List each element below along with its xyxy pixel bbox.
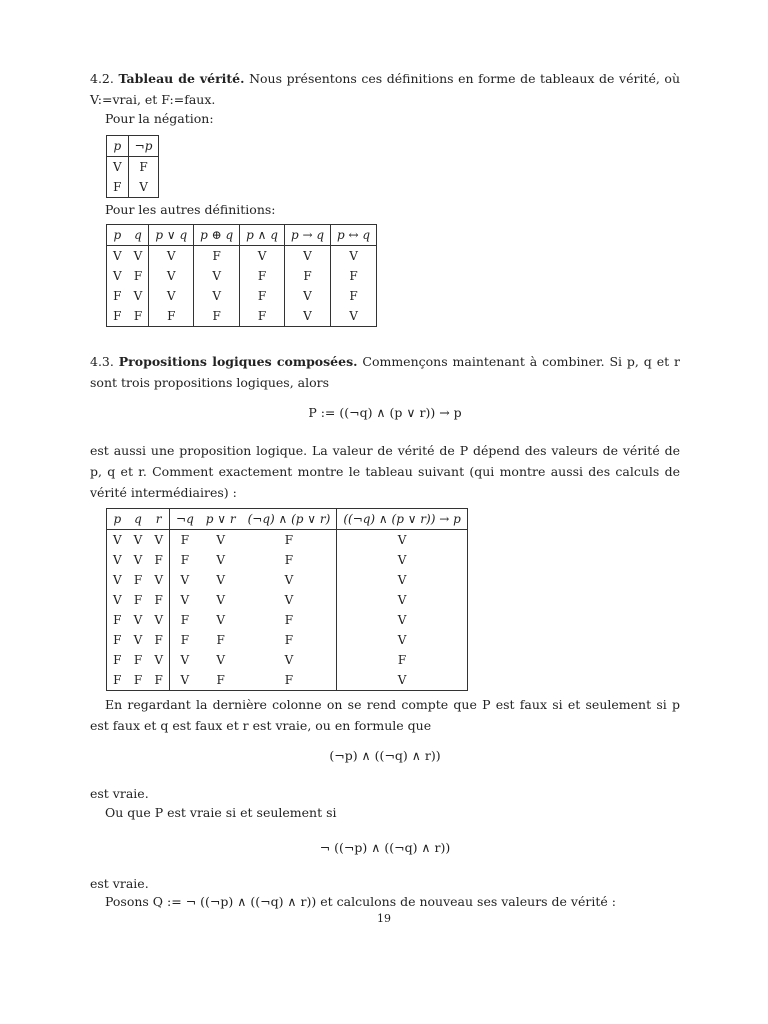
table-cell: V	[180, 573, 190, 587]
table-cell: F	[242, 530, 337, 551]
table-cell: F	[133, 673, 143, 687]
table-header-cell: p ∨ r	[205, 512, 236, 526]
table-header-cell: (¬q) ∧ (p ∨ r)	[242, 509, 337, 530]
table-cell: V	[216, 573, 226, 587]
table-cell: V	[107, 157, 129, 178]
table-cell: V	[397, 553, 407, 567]
table-cell: F	[240, 306, 285, 327]
table-cell: F	[397, 653, 407, 667]
table-cell: F	[242, 550, 337, 570]
table-cell: V	[242, 590, 337, 610]
table-row	[107, 286, 377, 306]
table-cell: F	[128, 306, 149, 327]
section-title: Tableau de vérité.	[118, 71, 245, 86]
table-cell: F	[113, 633, 122, 647]
table-cell: F	[216, 633, 225, 647]
table-cell: F	[180, 553, 190, 567]
section-number: 4.3.	[90, 354, 114, 369]
table-header-cell: p	[113, 228, 122, 242]
table-cell: F	[128, 266, 149, 286]
table-cell: V	[139, 180, 148, 194]
table-cell: F	[133, 573, 143, 587]
table-cell: F	[180, 613, 190, 627]
table-cell: V	[180, 593, 190, 607]
others-label: Pour les autres définitions:	[105, 202, 276, 217]
negation-label: Pour la négation:	[105, 111, 214, 126]
table-cell: F	[194, 246, 240, 267]
table-cell: V	[128, 246, 149, 267]
table-header-cell: p	[107, 136, 129, 157]
table-cell: V	[397, 673, 407, 687]
table-cell: V	[113, 249, 122, 263]
table-header-cell: p ↔ q	[337, 228, 371, 242]
formula-P: P := ((¬q) ∧ (p ∨ r)) → p	[308, 405, 462, 420]
section-4-2-paragraph	[90, 68, 680, 110]
table-header-cell: r	[148, 509, 169, 530]
composed-truth-table	[106, 508, 468, 691]
table-cell: F	[113, 673, 122, 687]
table-cell: F	[113, 289, 122, 303]
negation-truth-table	[106, 135, 159, 198]
table-row	[107, 610, 468, 630]
table-cell: F	[107, 177, 129, 198]
table-cell: V	[148, 610, 169, 630]
table-row	[107, 157, 159, 178]
table-row	[107, 177, 159, 198]
table-cell: V	[284, 286, 330, 306]
section-number: 4.2.	[90, 71, 114, 86]
table-cell: V	[133, 553, 143, 567]
table-header-cell: p → q	[284, 225, 330, 246]
table-cell: F	[113, 653, 122, 667]
table-cell: V	[128, 286, 149, 306]
table-cell: V	[180, 673, 190, 687]
table-cell: V	[397, 573, 407, 587]
table-row	[107, 590, 468, 610]
table-cell: F	[284, 266, 330, 286]
table-cell: V	[148, 650, 169, 670]
table-cell: V	[149, 286, 194, 306]
table-cell: V	[113, 269, 122, 283]
table-row	[107, 306, 377, 327]
table-cell: V	[216, 613, 226, 627]
table-cell: V	[149, 266, 194, 286]
table-cell: V	[149, 246, 194, 267]
table-cell: V	[194, 266, 240, 286]
table-cell: F	[349, 269, 358, 283]
table-cell: V	[349, 309, 358, 323]
table-cell: V	[113, 593, 122, 607]
table-cell: F	[148, 630, 169, 650]
table-cell: V	[397, 533, 407, 547]
table-header-cell: ¬q	[176, 512, 194, 526]
table-cell: V	[240, 246, 285, 267]
table-cell: V	[133, 633, 143, 647]
table-header-cell: q	[128, 225, 149, 246]
page-number: 19	[377, 912, 391, 925]
table-cell: F	[349, 289, 358, 303]
table-row	[107, 266, 377, 286]
table-cell: V	[397, 633, 407, 647]
table-cell: F	[242, 670, 337, 691]
table-header-cell: p ∨ q	[149, 225, 194, 246]
table-cell: V	[180, 653, 190, 667]
table-header-cell: p	[113, 512, 122, 526]
table-cell: V	[148, 530, 169, 551]
table-row	[107, 630, 468, 650]
table-cell: F	[240, 286, 285, 306]
table-cell: F	[240, 266, 285, 286]
formula-1: (¬p) ∧ ((¬q) ∧ r))	[329, 748, 441, 763]
table-cell: V	[242, 570, 337, 590]
table-cell: F	[242, 610, 337, 630]
table-cell: F	[133, 593, 143, 607]
table-cell: F	[148, 550, 169, 570]
table-header-cell: ((¬q) ∧ (p ∨ r)) → p	[343, 512, 461, 526]
table-row	[107, 246, 377, 267]
section-intro: Nous présentons ces définitions en forme de tableaux de vérité, où V:=vrai, et F:=faux.	[90, 71, 680, 107]
table-cell: F	[180, 533, 190, 547]
table-cell: F	[113, 613, 122, 627]
table-cell: F	[148, 670, 169, 691]
table-cell: V	[284, 246, 330, 267]
section-intro: Commençons maintenant à combiner. Si p, q et r sont trois propositions logiques, alors	[90, 354, 680, 390]
table-cell: F	[149, 306, 194, 327]
analysis-paragraph: En regardant la dernière colonne on se rend compte que P est faux si et seulement si p est faux et q est faux et r est vraie, ou en formule que	[90, 697, 680, 733]
table-cell: F	[113, 309, 122, 323]
connectives-truth-table	[106, 224, 377, 327]
table-row	[107, 550, 468, 570]
table-cell: F	[139, 160, 148, 174]
table-cell: V	[216, 553, 226, 567]
section-4-3-paragraph	[90, 351, 680, 393]
table-cell: V	[133, 533, 143, 547]
table-header-cell: ¬p	[134, 139, 153, 153]
table-cell: F	[216, 673, 225, 687]
posons-line: Posons Q := ¬ ((¬p) ∧ ((¬q) ∧ r)) et calculons de nouveau ses valeurs de vérité :	[105, 894, 616, 909]
table-cell: V	[397, 613, 407, 627]
table-cell: F	[148, 590, 169, 610]
table-header-cell: q	[134, 512, 142, 526]
table-cell: V	[113, 573, 122, 587]
table-header-cell: p ⊕ q	[194, 225, 240, 246]
table-cell: V	[194, 286, 240, 306]
table-cell: F	[133, 653, 143, 667]
table-cell: V	[148, 570, 169, 590]
est-vraie-1: est vraie.	[90, 786, 149, 801]
table-cell: F	[180, 633, 190, 647]
section-4-3-paragraph-2: est aussi une proposition logique. La valeur de vérité de P dépend des valeurs de vérité de p, q et r. Comment exactement montre le tableau suivant (qui montre aussi des calculs de vérité intermédiaires) :	[90, 443, 680, 500]
table-cell: V	[216, 533, 226, 547]
table-cell: V	[397, 593, 407, 607]
table-cell: F	[194, 306, 240, 327]
table-header-cell: p ∧ q	[240, 225, 285, 246]
table-cell: V	[284, 306, 330, 327]
est-vraie-2: est vraie.	[90, 876, 149, 891]
section-title: Propositions logiques composées.	[118, 354, 358, 369]
table-row	[107, 530, 468, 551]
table-cell: V	[113, 533, 122, 547]
table-cell: V	[113, 553, 122, 567]
table-cell: V	[216, 653, 226, 667]
table-cell: V	[242, 650, 337, 670]
table-row	[107, 670, 468, 691]
table-row	[107, 650, 468, 670]
table-cell: F	[242, 630, 337, 650]
ou-que-line: Ou que P est vraie si et seulement si	[105, 805, 337, 820]
table-cell: V	[216, 593, 226, 607]
table-cell: V	[349, 249, 358, 263]
formula-2: ¬ ((¬p) ∧ ((¬q) ∧ r))	[319, 840, 451, 855]
table-row	[107, 570, 468, 590]
table-cell: V	[133, 613, 143, 627]
